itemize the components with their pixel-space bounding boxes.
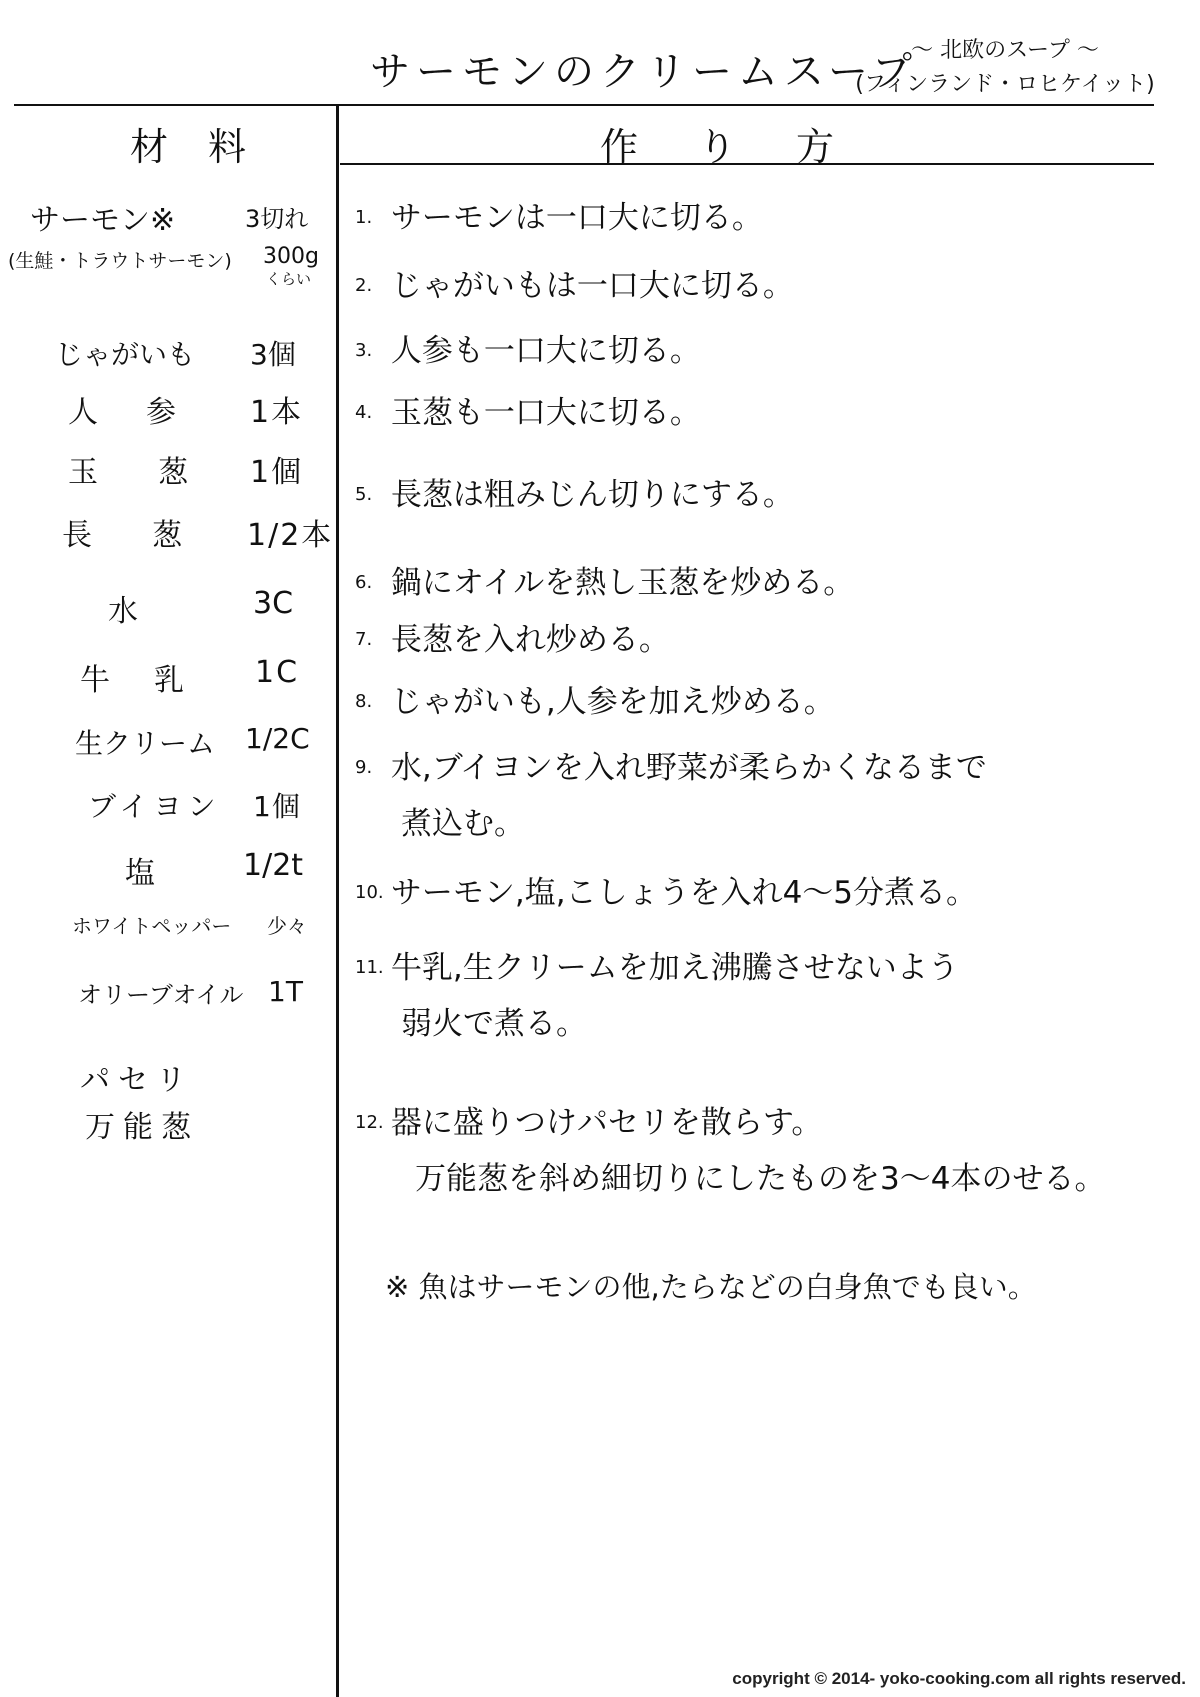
step-item [355, 740, 987, 852]
top-divider [14, 104, 1154, 106]
step-text: 器に盛りつけパセリを散らす。 [390, 1105, 823, 1141]
ingredient-qty: 3C [253, 586, 294, 621]
step-text: サーモンは一口大に切る。 [390, 200, 763, 236]
step-item [355, 258, 794, 314]
step-number: 3. [355, 340, 373, 361]
step-number: 9. [355, 757, 373, 778]
ingredient-name: オリーブオイル [78, 981, 244, 1009]
step-number: 2. [355, 275, 373, 296]
step-number: 4. [355, 402, 373, 423]
ingredient-qty: 1C [255, 655, 300, 690]
step-text: 玉葱も一口大に切る。 [390, 395, 701, 431]
step-text: 長葱は粗みじん切りにする。 [390, 477, 794, 513]
ingredient-name: 生クリーム [75, 727, 216, 760]
ingredient-qty: 1本 [250, 395, 304, 430]
ingredient-qty: 3切れ [245, 205, 309, 233]
step-text: 水,ブイヨンを入れ野菜が柔らかくなるまで [390, 750, 987, 786]
step-number: 10. [355, 882, 384, 903]
ingredient-qty: 1個 [250, 455, 304, 490]
ingredient-qty: 少々 [267, 914, 307, 938]
ingredients-header: 材料 [130, 125, 287, 169]
step-text: じゃがいも,人参を加え炒める。 [390, 684, 835, 720]
step-item [355, 190, 763, 246]
column-divider [336, 104, 339, 1697]
ingredient-qty: 1/2t [243, 848, 304, 883]
ingredient-name: 水 [108, 594, 138, 629]
step-item [355, 940, 959, 1052]
step-number: 7. [355, 629, 373, 650]
copyright-notice: copyright © 2014- yoko-cooking.com all rights reserved. [732, 1669, 1186, 1688]
ingredient-name: じゃがいも [55, 338, 196, 371]
step-item [355, 674, 835, 730]
step-item [355, 865, 977, 921]
ingredient-qty-note: くらい [266, 270, 312, 288]
ingredient-qty: 300g [263, 244, 319, 269]
step-item [355, 467, 794, 523]
method-header: 作り方 [600, 125, 895, 169]
step-number: 11. [355, 957, 384, 978]
step-text-continued: 煮込む。 [401, 806, 525, 842]
ingredient-name: 長葱 [62, 518, 242, 553]
ingredient-qty: 1/2C [245, 722, 310, 755]
ingredient-qty: 1/2本 [247, 518, 334, 553]
step-number: 8. [355, 691, 373, 712]
step-item [355, 612, 670, 668]
step-item [355, 555, 854, 611]
ingredient-qty: 3個 [250, 338, 296, 371]
ingredient-qty: 1個 [253, 790, 301, 823]
ingredient-name: 万能葱 [85, 1110, 199, 1145]
step-text-continued: 弱火で煮る。 [401, 1006, 587, 1042]
step-item [355, 323, 701, 379]
step-text-continued: 万能葱を斜め細切りにしたものを3〜4本のせる。 [415, 1161, 1106, 1197]
step-number: 5. [355, 484, 373, 505]
ingredient-qty: 1T [268, 975, 303, 1008]
ingredient-name: (生鮭・トラウトサーモン) [8, 250, 232, 272]
step-number: 6. [355, 572, 373, 593]
step-text: 牛乳,生クリームを加え沸騰させないよう [390, 950, 959, 986]
step-text: 長葱を入れ炒める。 [390, 622, 670, 658]
recipe-note: ※ 魚はサーモンの他,たらなどの白身魚でも良い。 [385, 1270, 1037, 1304]
step-text: サーモン,塩,こしょうを入れ4〜5分煮る。 [390, 875, 978, 911]
recipe-title: サーモンのクリームスープ [370, 49, 918, 95]
ingredient-name: ブイヨン [88, 790, 222, 823]
step-item [355, 385, 701, 441]
ingredient-name: 玉葱 [68, 455, 248, 490]
step-item [355, 1095, 1105, 1207]
ingredient-name: パセリ [80, 1063, 194, 1098]
ingredient-name: 牛乳 [80, 663, 228, 698]
ingredient-name: ホワイトペッパー [72, 914, 232, 938]
step-number: 1. [355, 207, 373, 228]
ingredient-name: サーモン※ [30, 203, 176, 238]
step-text: 鍋にオイルを熱し玉葱を炒める。 [390, 565, 855, 601]
subtitle-line-1: 〜 北欧のスープ 〜 [911, 38, 1099, 63]
subtitle-line-2: (フィンランド・ロヒケイット) [855, 72, 1155, 97]
step-text: じゃがいもは一口大に切る。 [390, 268, 794, 304]
step-number: 12. [355, 1112, 384, 1133]
recipe-subtitle [835, 34, 1175, 102]
ingredient-name: 人参 [68, 395, 224, 430]
ingredient-name: 塩 [125, 856, 155, 891]
step-text: 人参も一口大に切る。 [390, 333, 701, 369]
